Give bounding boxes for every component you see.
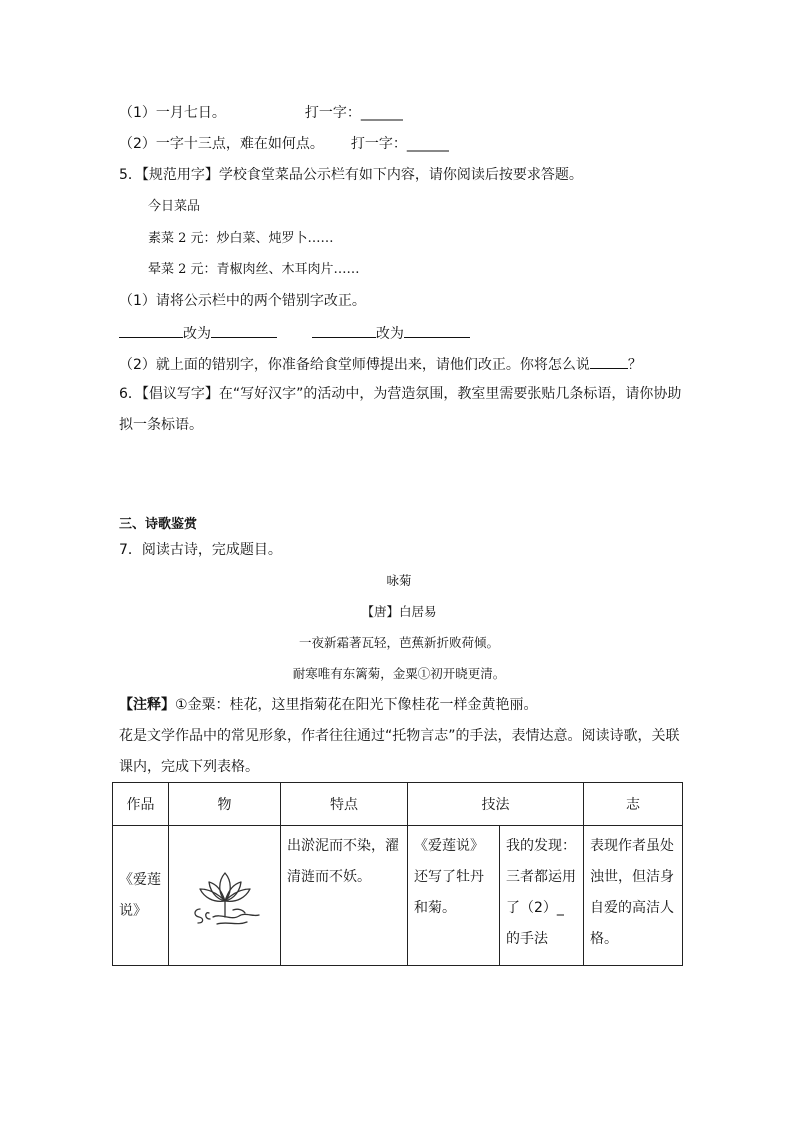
- header-technique: 技法: [408, 783, 584, 826]
- header-feature: 特点: [281, 783, 408, 826]
- header-work: 作品: [113, 783, 169, 826]
- q4-item-2: [119, 135, 449, 153]
- change-to-label-2: 改为: [375, 326, 404, 342]
- q4-item-1-text: （1）一月七日。: [119, 105, 226, 121]
- poem-line-2: 耐寒唯有东篱菊，金粟①初开晓更清。: [292, 666, 506, 681]
- answer-blank-2[interactable]: [211, 323, 277, 338]
- poem-author: 【唐】白居易: [361, 604, 437, 619]
- q6-line-2: 拟一条标语。: [119, 417, 203, 433]
- poem-line-1: 一夜新霜著瓦轻，芭蕉新折败荷倾。: [298, 635, 499, 650]
- section-heading: 三、诗歌鉴赏: [119, 517, 198, 532]
- q6-line-1: 6．【倡议写字】在“写好汉字”的活动中，为营造氛围，教室里需要张贴几条标语，请你协助: [119, 386, 682, 402]
- header-aspiration: 志: [584, 783, 683, 826]
- header-object: 物: [169, 783, 281, 826]
- answer-blank-4[interactable]: [404, 323, 470, 338]
- board-line-1: 素菜 2 元：炒白菜、炖罗卜……: [148, 231, 334, 246]
- q4-item-1: [119, 104, 403, 122]
- q7-title: 7．阅读古诗，完成题目。: [119, 542, 282, 558]
- intro-line-2: 课内，完成下列表格。: [119, 759, 259, 775]
- board-title: 今日菜品: [148, 199, 201, 214]
- cell-object: [169, 826, 281, 966]
- change-to-label-1: 改为: [183, 326, 211, 342]
- analysis-table: [112, 782, 683, 966]
- table-row: [113, 826, 683, 966]
- cell-technique-a: 《爱莲说》还写了牡丹和菊。: [408, 826, 500, 966]
- note-label: 【注释】: [119, 697, 175, 713]
- q5-sub-2-mark: ？: [627, 357, 642, 373]
- answer-blank-1[interactable]: [119, 323, 183, 338]
- intro-line-1: 花是文学作品中的常见形象，作者往往通过“托物言志”的手法，表情达意。阅读诗歌，关联: [119, 728, 680, 744]
- q5-sub-2: [119, 354, 642, 374]
- q5-title: 5．【规范用字】学校食堂菜品公示栏有如下内容，请你阅读后按要求答题。: [119, 167, 583, 183]
- board-line-2: 晕菜 2 元：青椒肉丝、木耳肉片……: [148, 262, 360, 277]
- cell-aspiration: 表现作者虽处浊世，但洁身自爱的高洁人格。: [584, 826, 683, 966]
- q5-sub-2-text: （2）就上面的错别字，你准备给食堂师傅提出来，请他们改正。你将怎么说: [119, 357, 590, 373]
- q4-item-1-prompt: 打一字：______: [304, 105, 403, 121]
- q4-item-2-prompt: 打一字：______: [350, 136, 449, 152]
- lotus-sketch-icon: [183, 863, 267, 929]
- q5-sub-1: （1）请将公示栏中的两个错别字改正。: [119, 293, 366, 309]
- q4-item-2-text: （2）一字十三点，难在如何点。: [119, 136, 324, 152]
- cell-work: 《爱莲说》: [113, 826, 169, 966]
- cell-technique-b: 我的发现：三者都运用了（2）_的手法: [500, 826, 584, 966]
- answer-blank-5[interactable]: [590, 354, 628, 369]
- answer-blank-3[interactable]: [312, 323, 376, 338]
- q5-correction-row: [119, 323, 470, 343]
- cell-feature: 出淤泥而不染，濯清涟而不妖。: [281, 826, 408, 966]
- poem-title: 咏菊: [386, 573, 412, 588]
- note: [119, 696, 538, 714]
- table-header-row: [113, 783, 683, 826]
- note-text: ①金粟：桂花，这里指菊花在阳光下像桂花一样金黄艳丽。: [175, 697, 538, 713]
